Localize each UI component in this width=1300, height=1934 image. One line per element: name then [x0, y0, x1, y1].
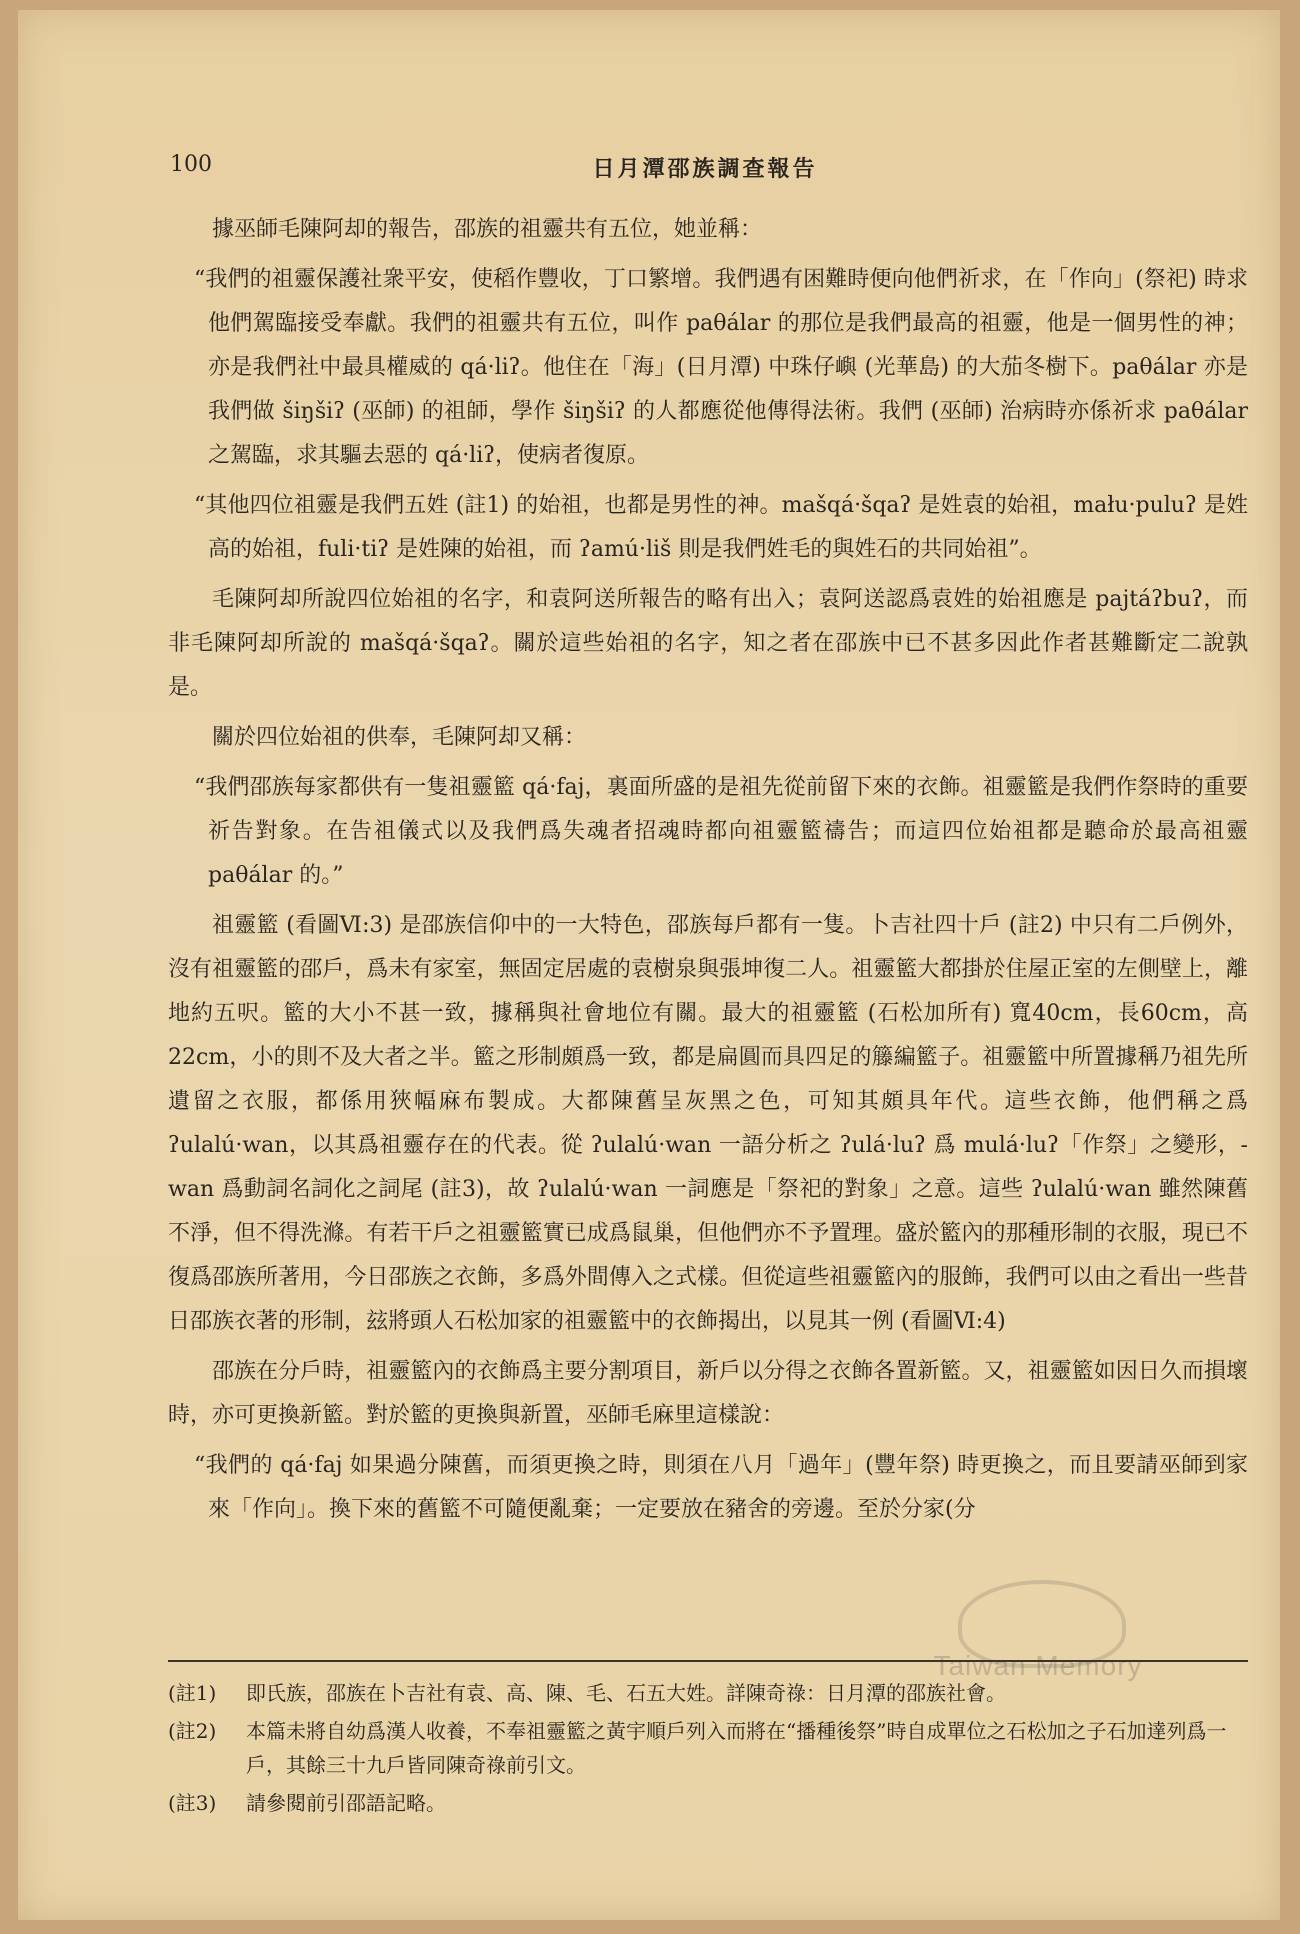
- quote-paragraph: “其他四位祖靈是我們五姓 (註1) 的始祖，也都是男性的神。mašqá·šqaʔ 是姓袁的始祖，mału·puluʔ 是姓高的始祖，fuli·tiʔ 是姓陳的始祖，而 ʔamú·liš 則是我們姓毛的與姓石的共同始祖”。: [194, 493, 1248, 562]
- body-text: [168, 208, 1248, 1538]
- footnote-label: (註1): [168, 1681, 217, 1705]
- footnote: [168, 1676, 1248, 1710]
- paragraph: 邵族在分戶時，祖靈籃內的衣飾爲主要分割項目，新戶以分得之衣飾各置新籃。又，祖靈籃如因日久而損壞時，亦可更換新籃。對於籃的更換與新置，巫師毛麻里這樣說：: [168, 1359, 1248, 1428]
- paragraph: 關於四位始祖的供奉，毛陳阿却又稱：: [212, 725, 587, 750]
- footnotes: [168, 1660, 1248, 1824]
- footnote-text: 即氏族，邵族在卜吉社有袁、高、陳、毛、石五大姓。詳陳奇祿：日月潭的邵族社會。: [246, 1681, 1006, 1705]
- paragraph: 祖靈籃 (看圖Ⅵ:3) 是邵族信仰中的一大特色，邵族每戶都有一隻。卜吉社四十戶 (註2) 中只有二戶例外，沒有祖靈籃的邵戶，爲未有家室，無固定居處的袁樹泉與張坤復二人。祖靈籃大都掛於住屋正室的左側壁上，離地約五呎。籃的大小不甚一致，據稱與社會地位有關。最大的祖靈籃 (石松加所有) 寬40cm，長60cm，高22cm，小的則不及大者之半。籃之形制頗爲一致，都是扁圓而具四足的籐編籃子。祖靈籃中所置據稱乃祖先所遺留之衣服，都係用狹幅麻布製成。大都陳舊呈灰黑之色，可知其頗具年代。這些衣飾，他們稱之爲 ʔulalú·wan，以其爲祖靈存在的代表。從 ʔulalú·wan 一語分析之 ʔulá·luʔ 爲 mulá·luʔ「作祭」之變形，-wan 爲動詞名詞化之詞尾 (註3)，故 ʔulalú·wan 一詞應是「祭祀的對象」之意。這些 ʔulalú·wan 雖然陳舊不淨，但不得洗滌。有若干戶之祖靈籃實已成爲鼠巢，但他們亦不予置理。盛於籃內的那種形制的衣服，現已不復爲邵族所著用，今日邵族之衣飾，多爲外間傳入之式樣。但從這些祖靈籃內的服飾，我們可以由之看出一些昔日邵族衣著的形制，玆將頭人石松加家的祖靈籃中的衣飾揭出，以見其一例 (看圖Ⅵ:4): [168, 913, 1248, 1334]
- footnote-text: 請參閱前引邵語記略。: [246, 1791, 446, 1815]
- quote-paragraph: “我們邵族每家都供有一隻祖靈籃 qá·faj，裏面所盛的是祖先從前留下來的衣飾。祖靈籃是我們作祭時的重要祈告對象。在告祖儀式以及我們爲失魂者招魂時都向祖靈籃禱告；而這四位始祖都是聽命於最高祖靈 paθálar 的。”: [194, 775, 1248, 888]
- document-page: [18, 10, 1280, 1920]
- paragraph: 據巫師毛陳阿却的報告，邵族的祖靈共有五位，她並稱：: [212, 217, 763, 242]
- footnote: [168, 1714, 1248, 1782]
- page-number: 100: [170, 152, 212, 177]
- quote-paragraph: “我們的祖靈保護社衆平安，使稻作豐收，丁口繁增。我們遇有困難時便向他們祈求，在「作向」(祭祀) 時求他們駕臨接受奉獻。我們的祖靈共有五位，叫作 paθálar 的那位是我們最高的祖靈，他是一個男性的神；亦是我們社中最具權威的 qá·liʔ。他住在「海」(日月潭) 中珠仔嶼 (光華島) 的大茄冬樹下。paθálar 亦是我們做 šiŋšiʔ (巫師) 的祖師，學作 šiŋšiʔ 的人都應從他傳得法術。我們 (巫師) 治病時亦係祈求 paθálar 之駕臨，求其驅去惡的 qá·liʔ，使病者復原。: [194, 267, 1248, 468]
- footnote-text: 本篇未將自幼爲漢人收養，不奉祖靈籃之黃宇順戶列入而將在“播種後祭”時自成單位之石松加之子石加達列爲一戶，其餘三十九戶皆同陳奇祿前引文。: [246, 1719, 1227, 1777]
- watermark-text: Taiwan Memory: [933, 1650, 1143, 1681]
- footnote-label: (註3): [168, 1791, 217, 1815]
- quote-paragraph: “我們的 qá·faj 如果過分陳舊，而須更換之時，則須在八月「過年」(豐年祭) 時更換之，而且要請巫師到家來「作向」。換下來的舊籃不可隨便亂棄；一定要放在豬舍的旁邊。至於分家(分: [194, 1453, 1248, 1522]
- watermark-emblem-icon: [958, 1580, 1126, 1668]
- page-header: [160, 152, 1250, 188]
- paragraph: 毛陳阿却所說四位始祖的名字，和袁阿送所報告的略有出入；袁阿送認爲袁姓的始祖應是 pajtáʔbuʔ，而非毛陳阿却所說的 mašqá·šqaʔ。關於這些始祖的名字，知之者在邵族中已不甚多因此作者甚難斷定二說孰是。: [168, 587, 1248, 700]
- footnote: [168, 1786, 1248, 1820]
- running-title: 日月潭邵族調查報告: [592, 156, 818, 182]
- footnote-label: (註2): [168, 1719, 217, 1743]
